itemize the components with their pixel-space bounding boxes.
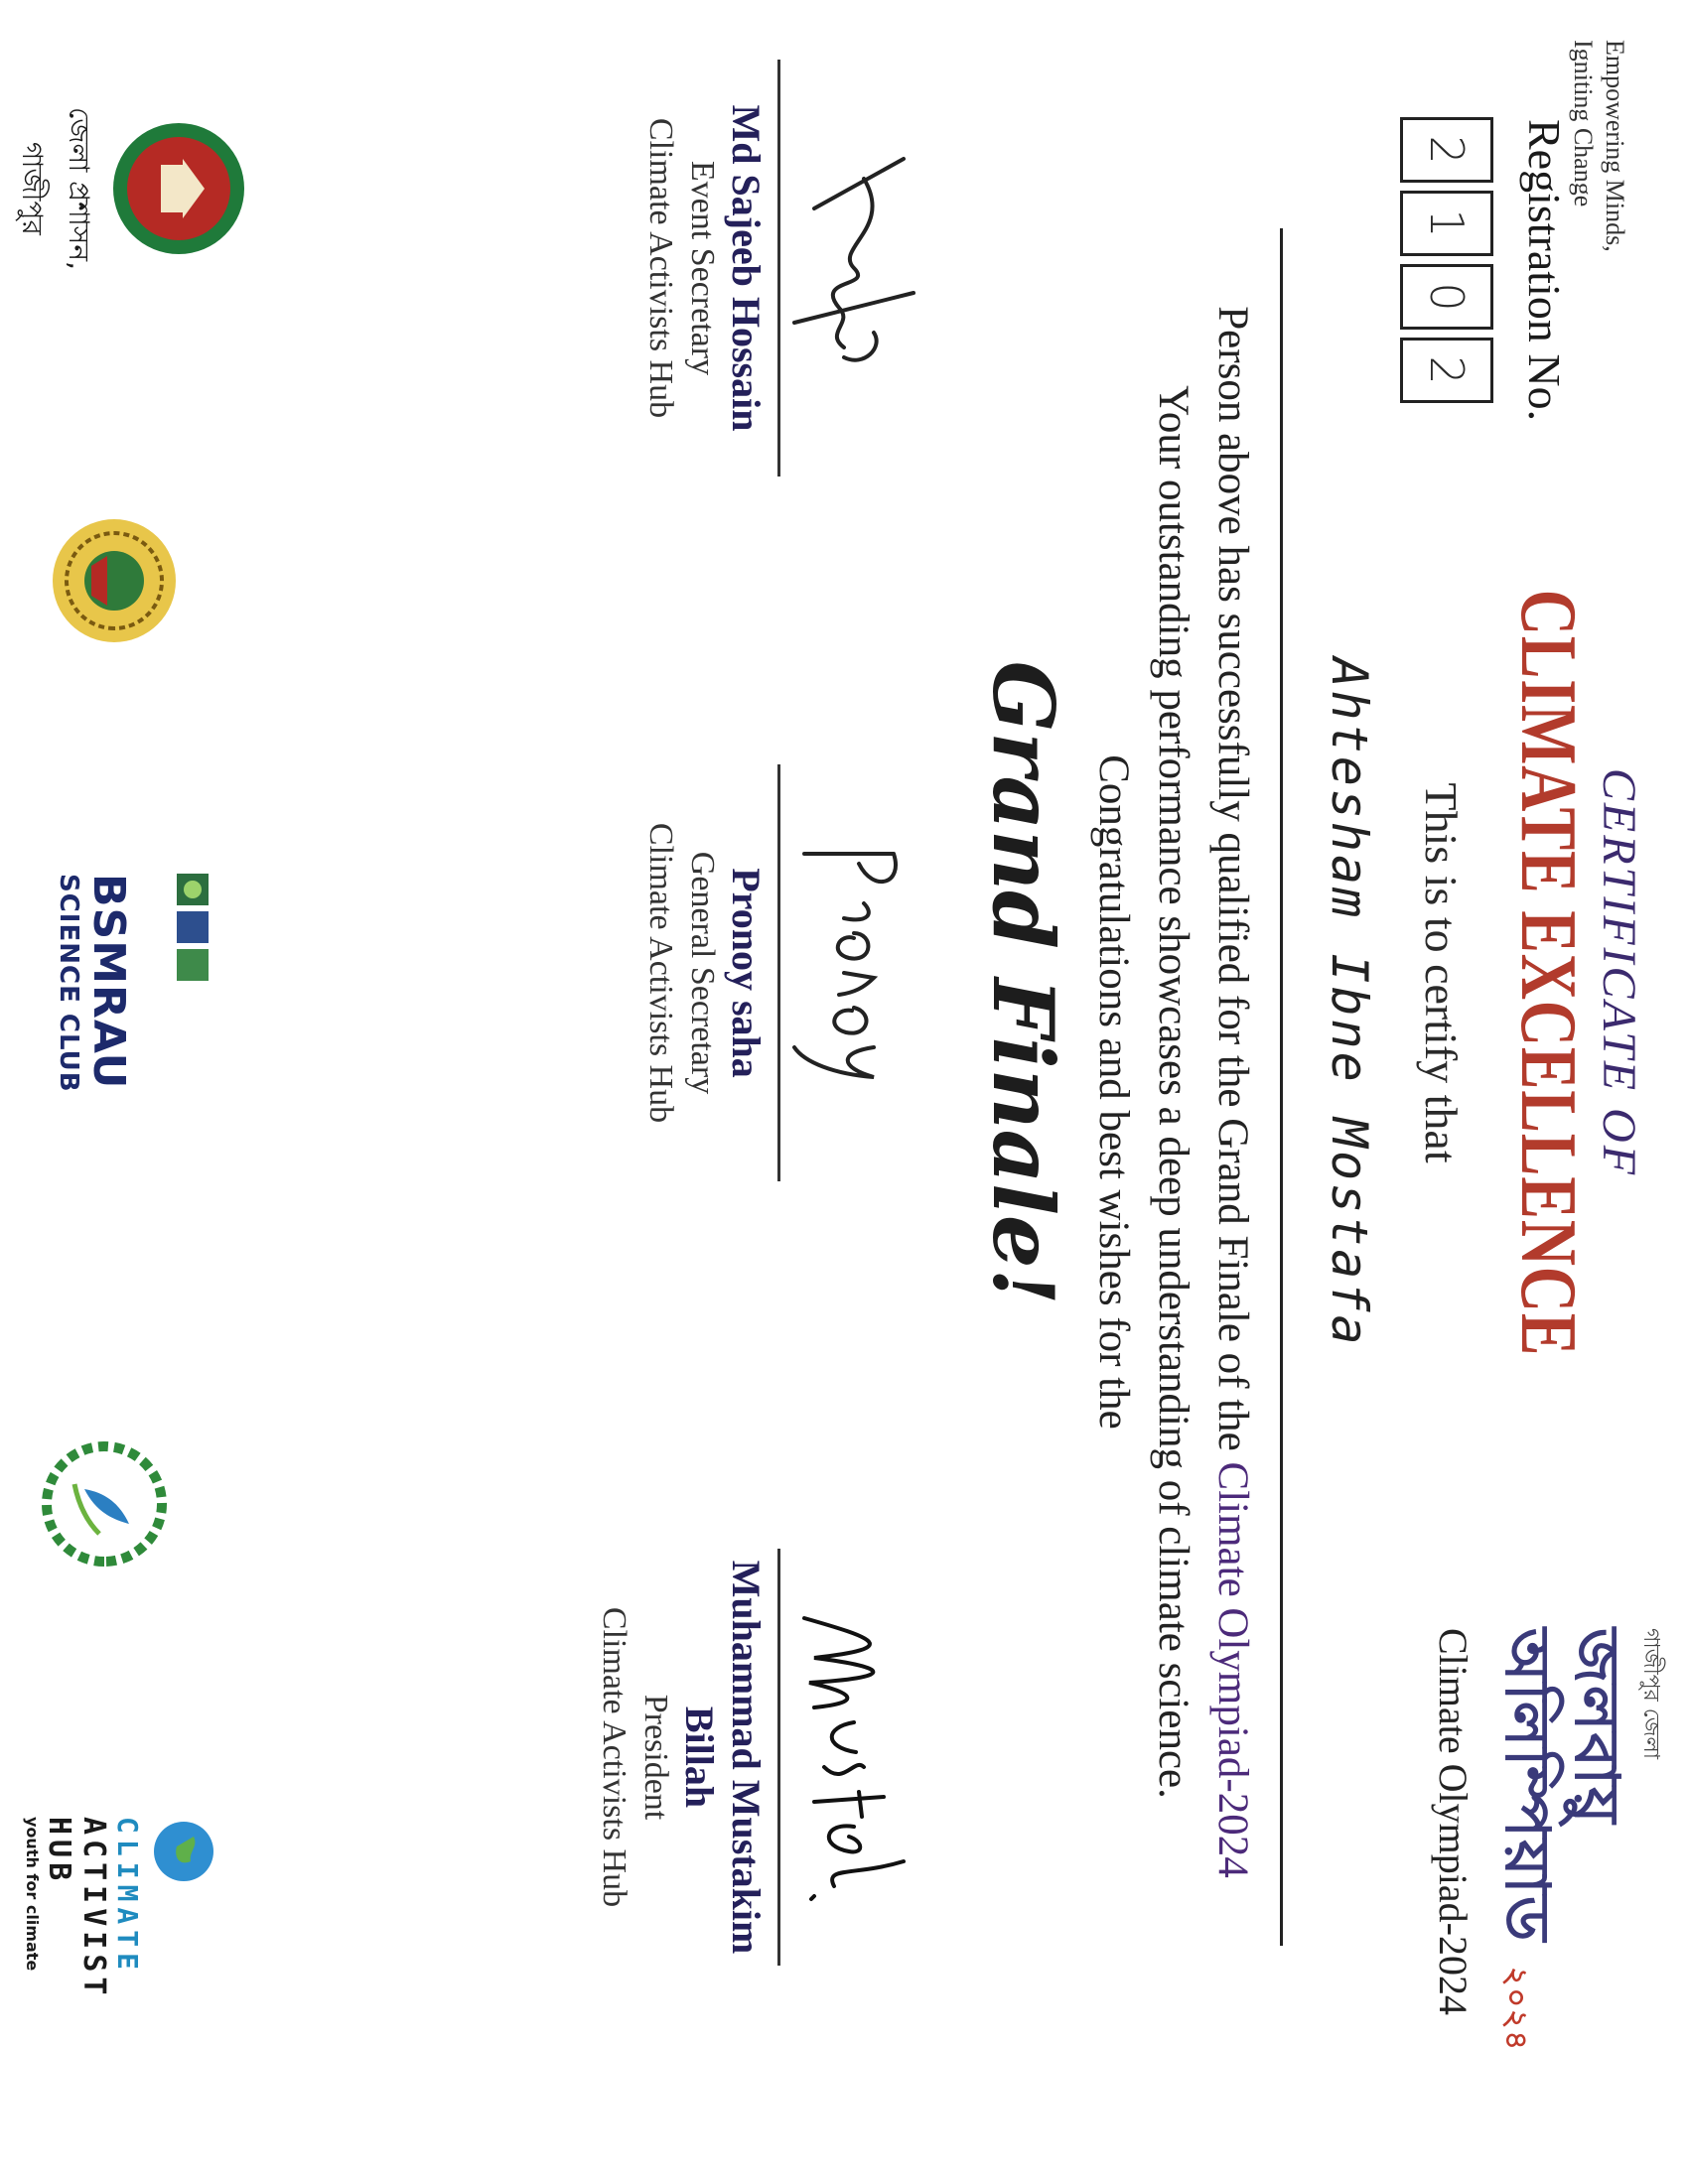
registration-digit: 0 bbox=[1400, 264, 1493, 330]
grand-finale-heading: Grand Finale! bbox=[974, 660, 1072, 1305]
event-name: Climate Olympiad-2024 bbox=[1209, 1461, 1256, 1878]
district-seal-icon bbox=[109, 119, 248, 258]
registration-digit: 1 bbox=[1400, 191, 1493, 256]
congratulations-text: Congratulations and best wishes for the bbox=[1090, 754, 1137, 1430]
olympiad-year-bangla: ২০২৪ bbox=[1498, 1966, 1533, 2052]
science-club-icon bbox=[139, 874, 209, 983]
bsmrau-science-club-logo bbox=[54, 874, 209, 1132]
bsmrau-subtitle: SCIENCE CLUB bbox=[54, 874, 83, 1093]
district-admin-caption: জেলা প্রশাসন, গাজীপুর bbox=[16, 107, 95, 270]
registration-digit: 2 bbox=[1400, 117, 1493, 183]
signatory-event-secretary bbox=[639, 60, 933, 477]
olympiad-title-bangla bbox=[1480, 1628, 1631, 2085]
qualification-text bbox=[1208, 179, 1257, 2005]
green-circle-logo bbox=[35, 1439, 169, 1569]
signatory-name: Pronoy saha bbox=[724, 868, 769, 1078]
signatory-org: Climate Activists Hub bbox=[596, 1606, 633, 1908]
signature-line bbox=[777, 1549, 780, 1966]
signature-sajeeb bbox=[784, 119, 933, 417]
signatory-name: Muhammad Mustakim Billah bbox=[677, 1560, 769, 1955]
olympiad-district-bangla: গাজীপুর জেলা bbox=[1638, 1628, 1663, 1760]
globe-icon bbox=[149, 1817, 218, 1886]
olympiad-title-english: Climate Olympiad-2024 bbox=[1431, 1628, 1476, 2015]
certificate-title: CLIMATE EXCELLENCE bbox=[1504, 589, 1592, 1357]
youth-for-climate-text: youth for climate bbox=[23, 1817, 42, 1972]
green-emblem-icon bbox=[40, 1439, 169, 1569]
signature-line bbox=[777, 60, 780, 477]
registration-label: Registration No. bbox=[1519, 119, 1570, 422]
signatory-role: Event Secretary bbox=[684, 160, 721, 376]
university-seal-logo bbox=[45, 516, 179, 645]
recipient-name: Ahtesham Ibne Mostafa bbox=[1321, 657, 1378, 1348]
climate-text: CLIMATE bbox=[111, 1817, 144, 1977]
activist-hub-text: ACTIVIST HUB bbox=[42, 1817, 111, 2000]
certificate-of-heading: CERTIFICATE OF bbox=[1593, 767, 1645, 1178]
climate-olympiad-logo bbox=[1430, 1628, 1668, 2085]
district-administration-logo bbox=[7, 99, 248, 278]
bsmrau-title: BSMRAU bbox=[83, 874, 134, 1090]
registration-digit: 2 bbox=[1400, 338, 1493, 403]
signature-pronoy bbox=[784, 824, 933, 1122]
name-underline bbox=[1280, 228, 1283, 1946]
signatory-general-secretary bbox=[639, 764, 933, 1181]
signatory-name: Md Sajeeb Hossain bbox=[724, 104, 769, 432]
signatory-org: Climate Activists Hub bbox=[642, 822, 679, 1124]
signatory-role: President bbox=[637, 1694, 674, 1821]
university-seal-icon bbox=[50, 516, 179, 645]
qualification-prefix: Person above has successfully qualified for the Grand Finale of the bbox=[1209, 306, 1256, 1462]
signatory-org: Climate Activists Hub bbox=[642, 117, 679, 419]
signature-mustakim bbox=[784, 1598, 933, 1916]
registration-number bbox=[1400, 117, 1493, 411]
certify-line: This is to certify that bbox=[1416, 782, 1467, 1163]
signature-line bbox=[777, 764, 780, 1181]
olympiad-name-bangla: জলবায়ু অলিম্পিয়াড bbox=[1491, 1628, 1633, 1944]
performance-text: Your outstanding performance showcases a deep understanding of climate science. bbox=[1150, 385, 1196, 1799]
signatory-president bbox=[593, 1549, 933, 1966]
signatory-role: General Secretary bbox=[684, 851, 721, 1095]
climate-activist-hub-logo bbox=[23, 1817, 218, 2025]
tagline: Empowering Minds, Igniting Change bbox=[1569, 40, 1629, 252]
